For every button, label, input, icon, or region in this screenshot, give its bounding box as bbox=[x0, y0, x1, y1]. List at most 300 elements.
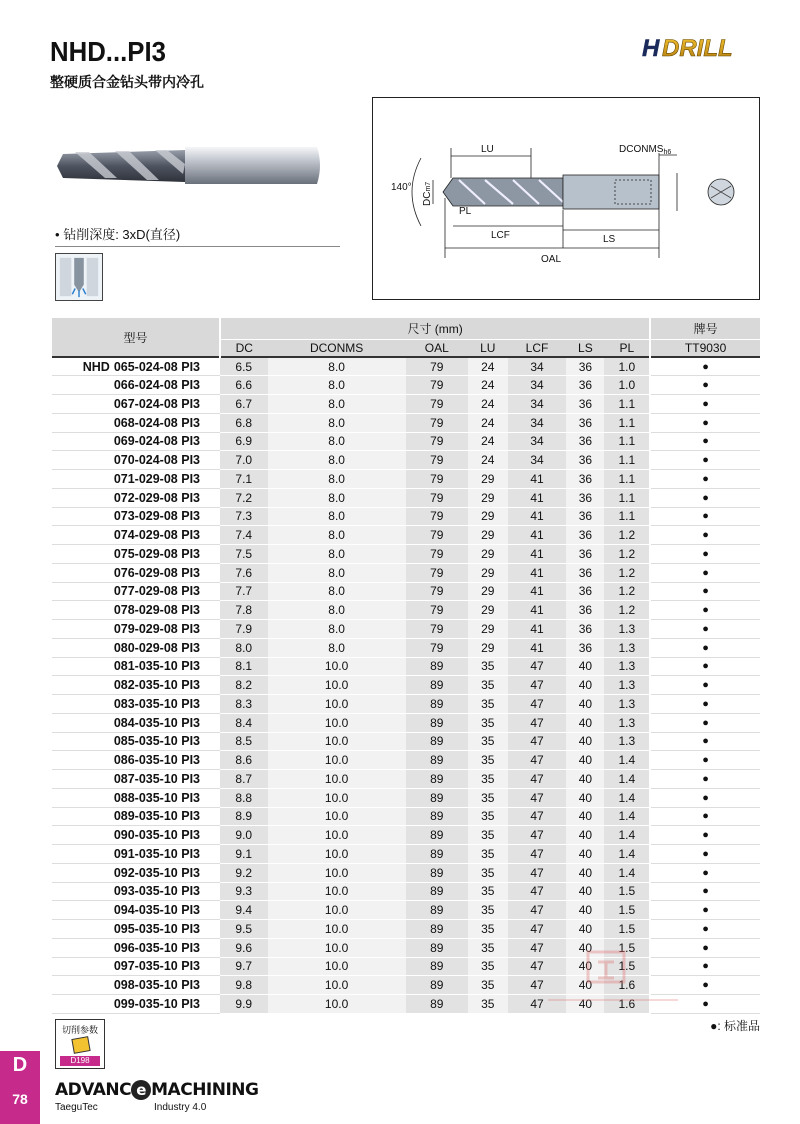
value-cell: 1.3 bbox=[604, 713, 650, 732]
value-cell: 24 bbox=[468, 376, 508, 395]
cutting-params-label: 切削参数 bbox=[61, 1025, 98, 1035]
value-cell: 89 bbox=[406, 732, 468, 751]
label-lcf: LCF bbox=[491, 230, 510, 241]
model-cell bbox=[52, 957, 220, 976]
value-cell: 89 bbox=[406, 882, 468, 901]
value-cell: 1.0 bbox=[604, 376, 650, 395]
value-cell: 10.0 bbox=[268, 826, 406, 845]
advance-machining-logo: ADVANC e MACHINING bbox=[55, 1080, 259, 1100]
value-cell: 8.0 bbox=[268, 451, 406, 470]
model-code: 077-029-08 PI3 bbox=[113, 584, 200, 599]
value-cell: 36 bbox=[566, 563, 604, 582]
value-cell: 35 bbox=[468, 807, 508, 826]
value-cell: 36 bbox=[566, 413, 604, 432]
model-cell bbox=[52, 357, 220, 376]
table-row bbox=[52, 470, 760, 489]
grade-availability-cell: ● bbox=[650, 882, 760, 901]
grade-availability-cell: ● bbox=[650, 976, 760, 995]
value-cell: 79 bbox=[406, 432, 468, 451]
value-cell: 24 bbox=[468, 451, 508, 470]
model-cell bbox=[52, 451, 220, 470]
value-cell: 1.4 bbox=[604, 863, 650, 882]
value-cell: 47 bbox=[508, 882, 567, 901]
value-cell: 41 bbox=[508, 601, 567, 620]
value-cell: 41 bbox=[508, 545, 567, 564]
value-cell: 89 bbox=[406, 957, 468, 976]
value-cell: 34 bbox=[508, 395, 567, 414]
model-cell bbox=[52, 976, 220, 995]
value-cell: 40 bbox=[566, 882, 604, 901]
grade-availability-cell: ● bbox=[650, 938, 760, 957]
value-cell: 36 bbox=[566, 451, 604, 470]
value-cell: 10.0 bbox=[268, 751, 406, 770]
model-cell bbox=[52, 863, 220, 882]
value-cell: 89 bbox=[406, 920, 468, 939]
model-cell bbox=[52, 901, 220, 920]
model-cell bbox=[52, 563, 220, 582]
model-code: 072-029-08 PI3 bbox=[113, 490, 200, 505]
model-code: 070-024-08 PI3 bbox=[113, 453, 200, 468]
value-cell: 47 bbox=[508, 863, 567, 882]
grade-availability-cell: ● bbox=[650, 507, 760, 526]
value-cell: 10.0 bbox=[268, 995, 406, 1014]
value-cell: 1.4 bbox=[604, 788, 650, 807]
value-cell: 89 bbox=[406, 826, 468, 845]
value-cell: 41 bbox=[508, 563, 567, 582]
value-cell: 10.0 bbox=[268, 732, 406, 751]
value-cell: 8.0 bbox=[268, 620, 406, 639]
value-cell: 10.0 bbox=[268, 901, 406, 920]
value-cell: 10.0 bbox=[268, 863, 406, 882]
table-body bbox=[52, 357, 760, 1013]
model-code: 099-035-10 PI3 bbox=[113, 996, 200, 1011]
drill-dimension-diagram bbox=[372, 97, 760, 300]
value-cell: 8.0 bbox=[268, 357, 406, 376]
value-cell: 7.7 bbox=[220, 582, 268, 601]
value-cell: 36 bbox=[566, 545, 604, 564]
value-cell: 29 bbox=[468, 620, 508, 639]
grade-availability-cell: ● bbox=[650, 395, 760, 414]
value-cell: 8.0 bbox=[268, 545, 406, 564]
model-code: 074-029-08 PI3 bbox=[113, 528, 200, 543]
value-cell: 8.0 bbox=[268, 488, 406, 507]
value-cell: 8.9 bbox=[220, 807, 268, 826]
grade-availability-cell: ● bbox=[650, 920, 760, 939]
value-cell: 35 bbox=[468, 976, 508, 995]
value-cell: 47 bbox=[508, 995, 567, 1014]
value-cell: 40 bbox=[566, 676, 604, 695]
model-cell bbox=[52, 751, 220, 770]
page-title: NHD...PI3 bbox=[50, 36, 166, 67]
value-cell: 41 bbox=[508, 470, 567, 489]
svg-text:DRILL: DRILL bbox=[662, 35, 733, 62]
model-cell bbox=[52, 620, 220, 639]
table-row bbox=[52, 357, 760, 376]
value-cell: 24 bbox=[468, 432, 508, 451]
model-cell bbox=[52, 395, 220, 414]
grade-availability-cell: ● bbox=[650, 826, 760, 845]
column-header: LU bbox=[468, 339, 508, 357]
value-cell: 10.0 bbox=[268, 845, 406, 864]
grade-availability-cell: ● bbox=[650, 413, 760, 432]
column-header: OAL bbox=[406, 339, 468, 357]
value-cell: 10.0 bbox=[268, 713, 406, 732]
value-cell: 29 bbox=[468, 470, 508, 489]
model-code: 095-035-10 PI3 bbox=[113, 921, 200, 936]
diagram-drawing bbox=[373, 98, 759, 299]
value-cell: 35 bbox=[468, 920, 508, 939]
value-cell: 40 bbox=[566, 938, 604, 957]
value-cell: 1.3 bbox=[604, 695, 650, 714]
value-cell: 35 bbox=[468, 676, 508, 695]
value-cell: 7.5 bbox=[220, 545, 268, 564]
drill-photo bbox=[55, 130, 325, 200]
value-cell: 47 bbox=[508, 751, 567, 770]
value-cell: 7.8 bbox=[220, 601, 268, 620]
model-cell bbox=[52, 507, 220, 526]
model-code: 065-024-08 PI3 bbox=[113, 359, 200, 374]
value-cell: 35 bbox=[468, 845, 508, 864]
value-cell: 1.5 bbox=[604, 901, 650, 920]
value-cell: 35 bbox=[468, 751, 508, 770]
value-cell: 1.2 bbox=[604, 545, 650, 564]
table-row bbox=[52, 732, 760, 751]
table-row bbox=[52, 676, 760, 695]
model-code: 089-035-10 PI3 bbox=[113, 809, 200, 824]
table-row bbox=[52, 413, 760, 432]
section-letter: D bbox=[12, 1054, 28, 1076]
value-cell: 29 bbox=[468, 507, 508, 526]
grade-availability-cell: ● bbox=[650, 657, 760, 676]
value-cell: 7.9 bbox=[220, 620, 268, 639]
value-cell: 40 bbox=[566, 863, 604, 882]
value-cell: 40 bbox=[566, 845, 604, 864]
column-header: DC bbox=[220, 339, 268, 357]
model-code: 087-035-10 PI3 bbox=[113, 771, 200, 786]
table-row bbox=[52, 901, 760, 920]
value-cell: 8.6 bbox=[220, 751, 268, 770]
value-cell: 29 bbox=[468, 545, 508, 564]
model-prefix: NHD bbox=[82, 359, 110, 374]
value-cell: 47 bbox=[508, 676, 567, 695]
table-row bbox=[52, 845, 760, 864]
value-cell: 8.5 bbox=[220, 732, 268, 751]
value-cell: 8.0 bbox=[268, 470, 406, 489]
label-angle: 140° bbox=[391, 182, 412, 193]
value-cell: 89 bbox=[406, 657, 468, 676]
value-cell: 41 bbox=[508, 526, 567, 545]
grade-availability-cell: ● bbox=[650, 863, 760, 882]
model-code: 078-029-08 PI3 bbox=[113, 603, 200, 618]
model-cell bbox=[52, 582, 220, 601]
value-cell: 9.9 bbox=[220, 995, 268, 1014]
model-cell bbox=[52, 845, 220, 864]
value-cell: 1.4 bbox=[604, 770, 650, 789]
table-row bbox=[52, 770, 760, 789]
value-cell: 40 bbox=[566, 826, 604, 845]
model-cell bbox=[52, 676, 220, 695]
model-code: 090-035-10 PI3 bbox=[113, 828, 200, 843]
grade-availability-cell: ● bbox=[650, 807, 760, 826]
grade-availability-cell: ● bbox=[650, 676, 760, 695]
grade-availability-cell: ● bbox=[650, 957, 760, 976]
value-cell: 89 bbox=[406, 901, 468, 920]
value-cell: 79 bbox=[406, 638, 468, 657]
value-cell: 10.0 bbox=[268, 920, 406, 939]
value-cell: 8.3 bbox=[220, 695, 268, 714]
value-cell: 1.1 bbox=[604, 432, 650, 451]
model-cell bbox=[52, 882, 220, 901]
model-code: 073-029-08 PI3 bbox=[113, 509, 200, 524]
value-cell: 8.0 bbox=[268, 376, 406, 395]
value-cell: 35 bbox=[468, 770, 508, 789]
value-cell: 40 bbox=[566, 995, 604, 1014]
value-cell: 41 bbox=[508, 620, 567, 639]
value-cell: 10.0 bbox=[268, 788, 406, 807]
value-cell: 40 bbox=[566, 807, 604, 826]
model-code: 084-035-10 PI3 bbox=[113, 715, 200, 730]
table-row bbox=[52, 695, 760, 714]
value-cell: 79 bbox=[406, 451, 468, 470]
value-cell: 79 bbox=[406, 376, 468, 395]
model-code: 068-024-08 PI3 bbox=[113, 415, 200, 430]
value-cell: 1.1 bbox=[604, 470, 650, 489]
page-number: 78 bbox=[12, 1091, 28, 1107]
value-cell: 40 bbox=[566, 695, 604, 714]
value-cell: 29 bbox=[468, 601, 508, 620]
model-cell bbox=[52, 695, 220, 714]
value-cell: 9.8 bbox=[220, 976, 268, 995]
value-cell: 36 bbox=[566, 395, 604, 414]
value-cell: 79 bbox=[406, 395, 468, 414]
value-cell: 41 bbox=[508, 638, 567, 657]
model-code: 091-035-10 PI3 bbox=[113, 846, 200, 861]
value-cell: 1.4 bbox=[604, 826, 650, 845]
value-cell: 89 bbox=[406, 676, 468, 695]
standard-item-note: ●: 标准品 bbox=[710, 1019, 760, 1033]
value-cell: 36 bbox=[566, 526, 604, 545]
value-cell: 79 bbox=[406, 620, 468, 639]
model-code: 069-024-08 PI3 bbox=[113, 434, 200, 449]
value-cell: 1.4 bbox=[604, 807, 650, 826]
value-cell: 34 bbox=[508, 432, 567, 451]
value-cell: 1.0 bbox=[604, 357, 650, 376]
value-cell: 8.7 bbox=[220, 770, 268, 789]
value-cell: 1.1 bbox=[604, 488, 650, 507]
model-cell bbox=[52, 470, 220, 489]
model-code: 093-035-10 PI3 bbox=[113, 884, 200, 899]
value-cell: 1.1 bbox=[604, 507, 650, 526]
value-cell: 47 bbox=[508, 920, 567, 939]
value-cell: 79 bbox=[406, 488, 468, 507]
grade-availability-cell: ● bbox=[650, 788, 760, 807]
grade-availability-cell: ● bbox=[650, 845, 760, 864]
table-row bbox=[52, 620, 760, 639]
value-cell: 1.2 bbox=[604, 563, 650, 582]
value-cell: 40 bbox=[566, 788, 604, 807]
value-cell: 1.3 bbox=[604, 657, 650, 676]
value-cell: 36 bbox=[566, 507, 604, 526]
value-cell: 8.8 bbox=[220, 788, 268, 807]
model-code: 082-035-10 PI3 bbox=[113, 678, 200, 693]
value-cell: 8.2 bbox=[220, 676, 268, 695]
value-cell: 8.0 bbox=[268, 601, 406, 620]
model-cell bbox=[52, 526, 220, 545]
value-cell: 34 bbox=[508, 413, 567, 432]
value-cell: 8.0 bbox=[268, 526, 406, 545]
value-cell: 29 bbox=[468, 638, 508, 657]
model-cell bbox=[52, 601, 220, 620]
grade-availability-cell: ● bbox=[650, 451, 760, 470]
grade-availability-cell: ● bbox=[650, 732, 760, 751]
svg-text:H: H bbox=[642, 35, 660, 62]
value-cell: 79 bbox=[406, 470, 468, 489]
model-cell bbox=[52, 788, 220, 807]
value-cell: 47 bbox=[508, 713, 567, 732]
model-code: 094-035-10 PI3 bbox=[113, 903, 200, 918]
value-cell: 1.2 bbox=[604, 526, 650, 545]
value-cell: 9.7 bbox=[220, 957, 268, 976]
value-cell: 9.3 bbox=[220, 882, 268, 901]
model-cell bbox=[52, 826, 220, 845]
grade-availability-cell: ● bbox=[650, 770, 760, 789]
value-cell: 24 bbox=[468, 357, 508, 376]
value-cell: 47 bbox=[508, 826, 567, 845]
model-code: 066-024-08 PI3 bbox=[113, 378, 200, 393]
value-cell: 6.7 bbox=[220, 395, 268, 414]
model-cell bbox=[52, 545, 220, 564]
grade-availability-cell: ● bbox=[650, 620, 760, 639]
value-cell: 6.9 bbox=[220, 432, 268, 451]
value-cell: 29 bbox=[468, 526, 508, 545]
value-cell: 1.5 bbox=[604, 882, 650, 901]
model-code: 097-035-10 PI3 bbox=[113, 959, 200, 974]
value-cell: 29 bbox=[468, 488, 508, 507]
table-row bbox=[52, 488, 760, 507]
table-row bbox=[52, 376, 760, 395]
dimension-header: 尺寸 (mm) bbox=[220, 318, 650, 339]
value-cell: 47 bbox=[508, 807, 567, 826]
model-cell bbox=[52, 638, 220, 657]
grade-availability-cell: ● bbox=[650, 376, 760, 395]
value-cell: 10.0 bbox=[268, 695, 406, 714]
grade-availability-cell: ● bbox=[650, 695, 760, 714]
value-cell: 7.0 bbox=[220, 451, 268, 470]
value-cell: 40 bbox=[566, 957, 604, 976]
model-cell bbox=[52, 657, 220, 676]
value-cell: 47 bbox=[508, 957, 567, 976]
model-cell bbox=[52, 732, 220, 751]
value-cell: 8.4 bbox=[220, 713, 268, 732]
model-cell bbox=[52, 807, 220, 826]
table-row bbox=[52, 507, 760, 526]
value-cell: 24 bbox=[468, 395, 508, 414]
value-cell: 10.0 bbox=[268, 938, 406, 957]
model-code: 080-029-08 PI3 bbox=[113, 640, 200, 655]
value-cell: 1.1 bbox=[604, 451, 650, 470]
value-cell: 10.0 bbox=[268, 657, 406, 676]
value-cell: 1.6 bbox=[604, 976, 650, 995]
table-row bbox=[52, 882, 760, 901]
value-cell: 89 bbox=[406, 770, 468, 789]
table-row bbox=[52, 863, 760, 882]
model-code: 081-035-10 PI3 bbox=[113, 659, 200, 674]
page-subtitle: 整硬质合金钻头带内冷孔 bbox=[50, 74, 204, 90]
value-cell: 79 bbox=[406, 582, 468, 601]
value-cell: 36 bbox=[566, 601, 604, 620]
model-cell bbox=[52, 770, 220, 789]
value-cell: 35 bbox=[468, 995, 508, 1014]
value-cell: 79 bbox=[406, 357, 468, 376]
model-cell bbox=[52, 488, 220, 507]
model-cell bbox=[52, 713, 220, 732]
table-row bbox=[52, 657, 760, 676]
value-cell: 47 bbox=[508, 695, 567, 714]
spec-table bbox=[52, 318, 760, 1014]
grade-availability-cell: ● bbox=[650, 432, 760, 451]
value-cell: 10.0 bbox=[268, 976, 406, 995]
value-cell: 41 bbox=[508, 488, 567, 507]
value-cell: 1.5 bbox=[604, 920, 650, 939]
value-cell: 9.6 bbox=[220, 938, 268, 957]
value-cell: 36 bbox=[566, 620, 604, 639]
model-code: 092-035-10 PI3 bbox=[113, 865, 200, 880]
label-ls: LS bbox=[603, 234, 616, 245]
table-row bbox=[52, 751, 760, 770]
table-row bbox=[52, 920, 760, 939]
value-cell: 79 bbox=[406, 601, 468, 620]
value-cell: 41 bbox=[508, 507, 567, 526]
value-cell: 8.1 bbox=[220, 657, 268, 676]
value-cell: 35 bbox=[468, 882, 508, 901]
value-cell: 9.1 bbox=[220, 845, 268, 864]
section-tab bbox=[0, 1051, 40, 1124]
value-cell: 47 bbox=[508, 845, 567, 864]
grade-availability-cell: ● bbox=[650, 713, 760, 732]
table-row bbox=[52, 713, 760, 732]
model-cell bbox=[52, 938, 220, 957]
value-cell: 47 bbox=[508, 657, 567, 676]
value-cell: 89 bbox=[406, 995, 468, 1014]
value-cell: 1.4 bbox=[604, 751, 650, 770]
value-cell: 9.5 bbox=[220, 920, 268, 939]
value-cell: 40 bbox=[566, 901, 604, 920]
value-cell: 1.1 bbox=[604, 413, 650, 432]
value-cell: 7.1 bbox=[220, 470, 268, 489]
value-cell: 36 bbox=[566, 638, 604, 657]
value-cell: 89 bbox=[406, 976, 468, 995]
model-code: 079-029-08 PI3 bbox=[113, 621, 200, 636]
value-cell: 34 bbox=[508, 357, 567, 376]
model-code: 096-035-10 PI3 bbox=[113, 940, 200, 955]
cutting-params-box[interactable] bbox=[55, 1019, 105, 1069]
value-cell: 8.0 bbox=[268, 395, 406, 414]
value-cell: 7.4 bbox=[220, 526, 268, 545]
model-code: 076-029-08 PI3 bbox=[113, 565, 200, 580]
value-cell: 8.0 bbox=[220, 638, 268, 657]
value-cell: 35 bbox=[468, 957, 508, 976]
grade-availability-cell: ● bbox=[650, 901, 760, 920]
table-row bbox=[52, 582, 760, 601]
label-dc: DCm7 bbox=[422, 181, 433, 206]
value-cell: 1.2 bbox=[604, 582, 650, 601]
label-pl: PL bbox=[459, 206, 472, 217]
grade-availability-cell: ● bbox=[650, 488, 760, 507]
value-cell: 47 bbox=[508, 788, 567, 807]
value-cell: 9.4 bbox=[220, 901, 268, 920]
grade-availability-cell: ● bbox=[650, 638, 760, 657]
model-code: 075-029-08 PI3 bbox=[113, 546, 200, 561]
